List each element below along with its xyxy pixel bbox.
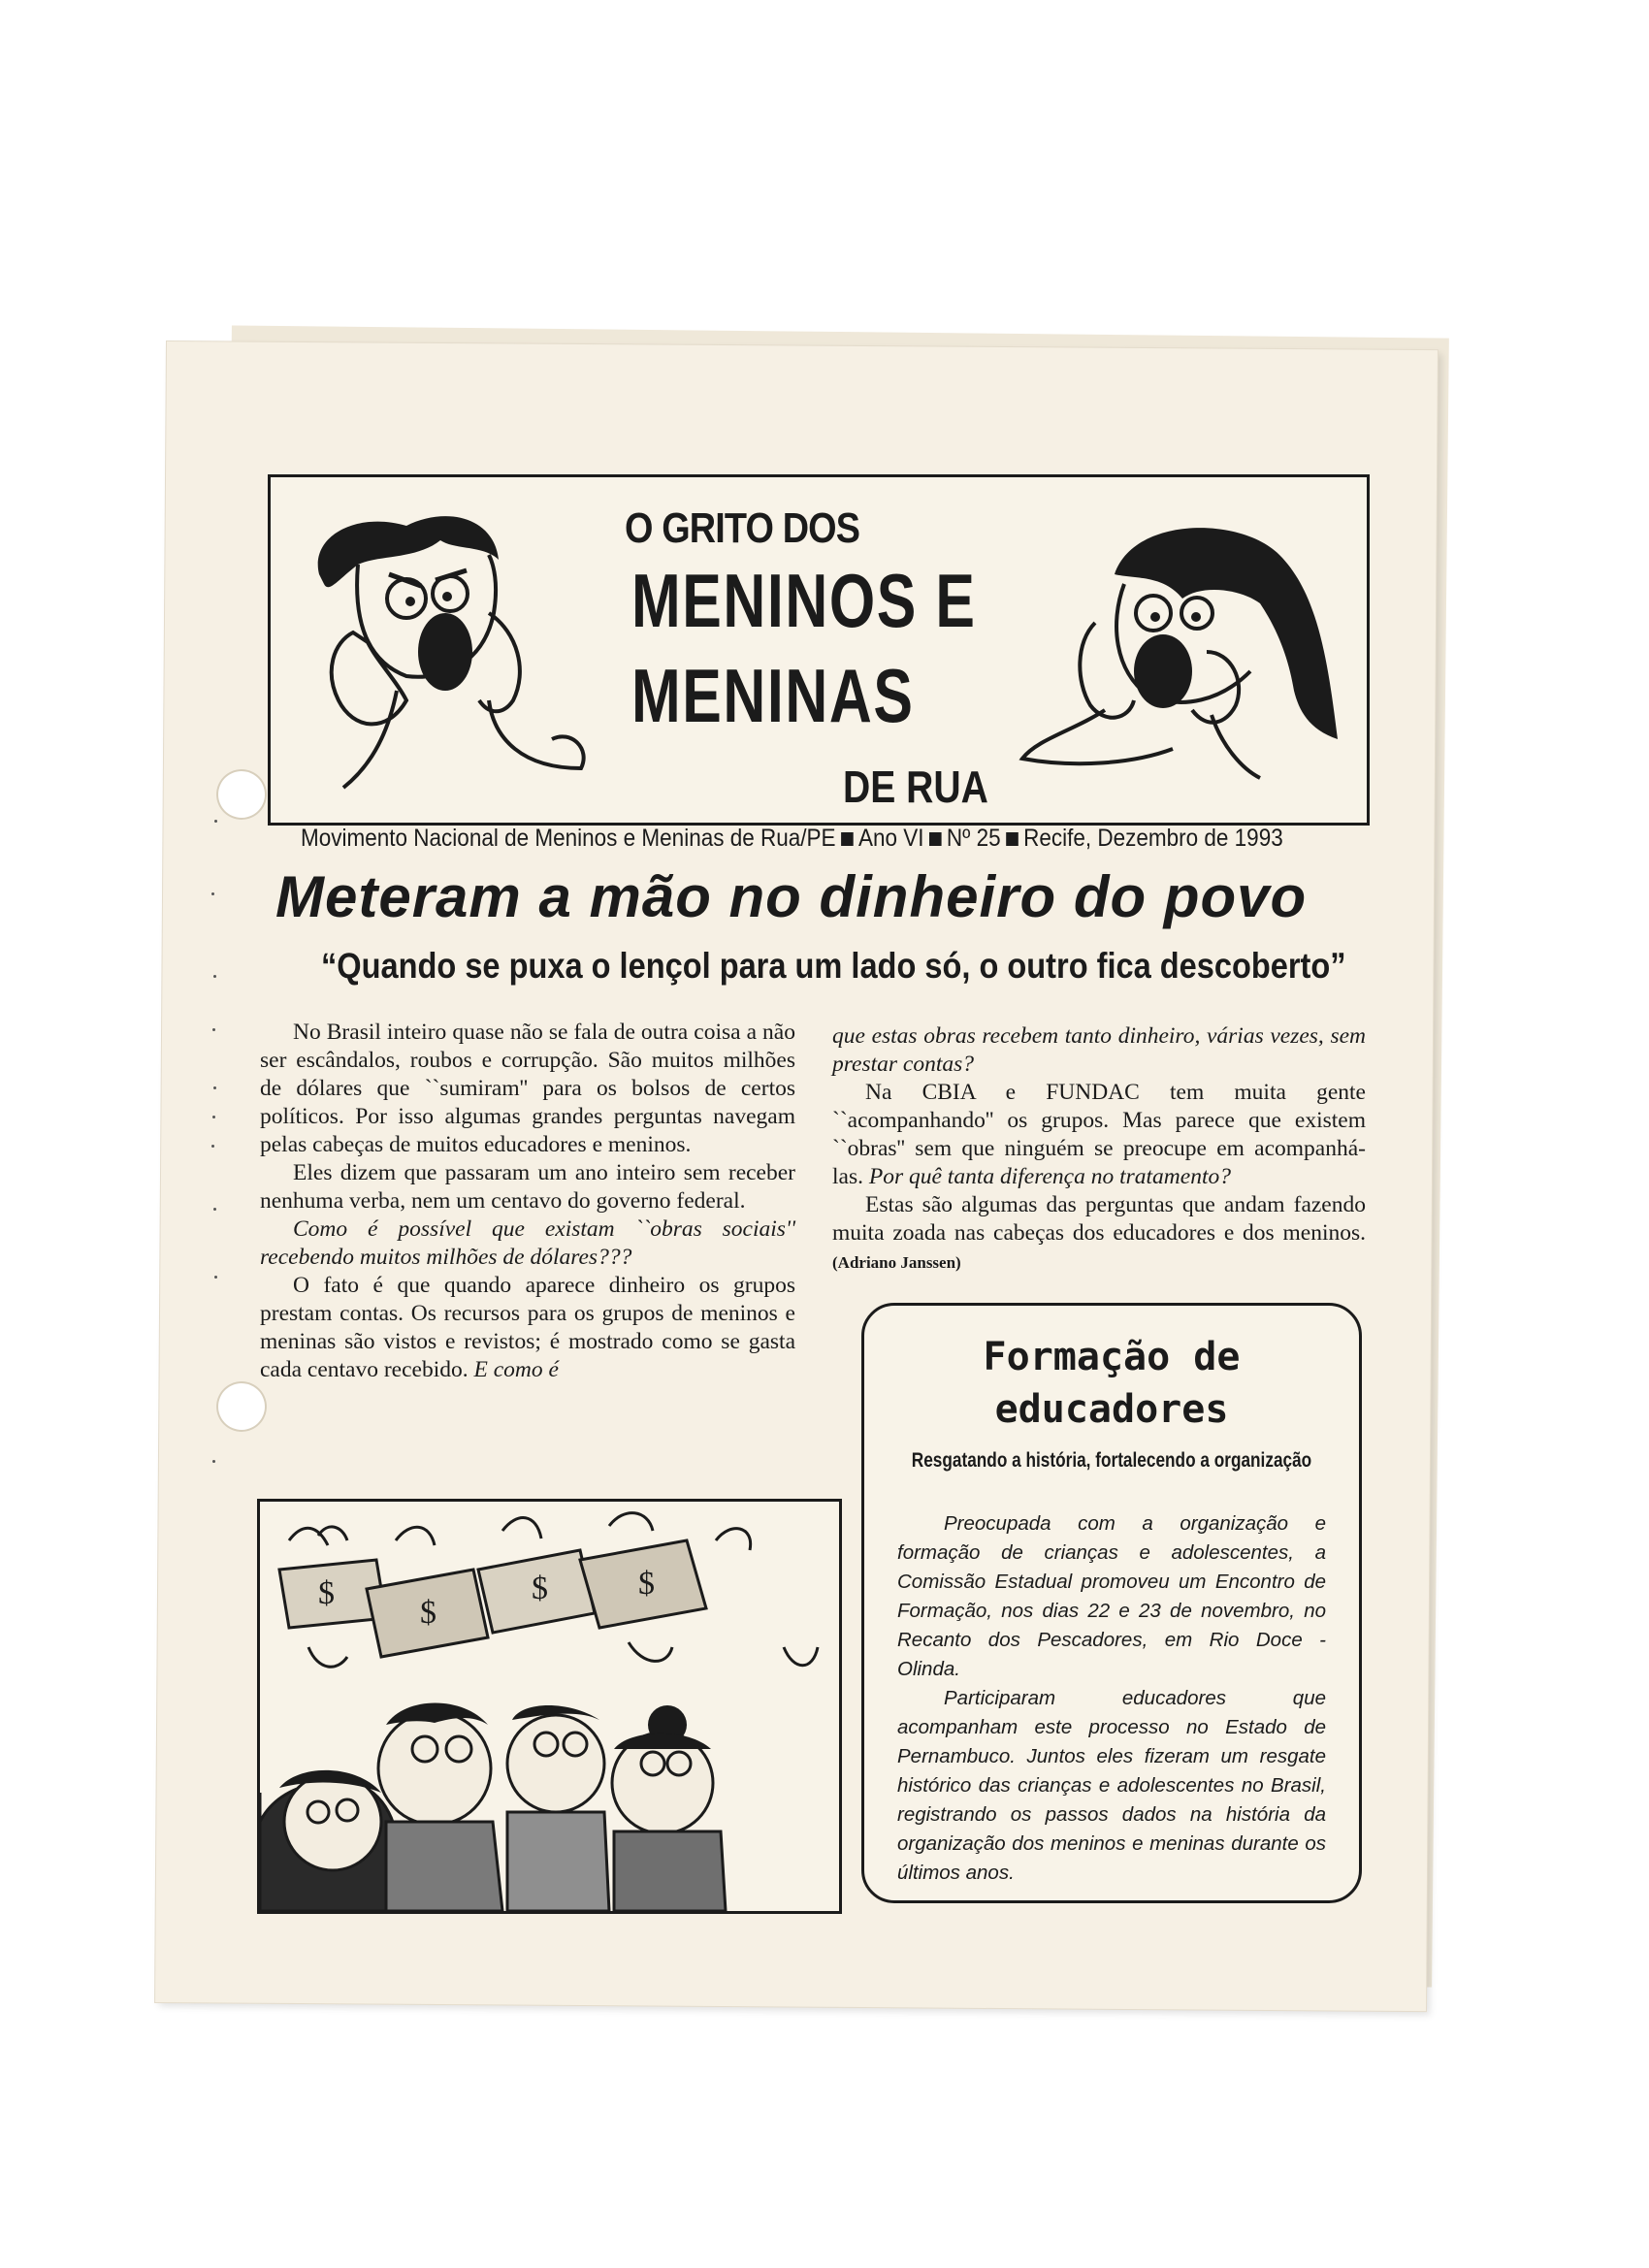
shouting-boy-icon: [300, 506, 591, 807]
issue-org: Movimento Nacional de Meninos e Meninas de Rua/PE: [301, 825, 836, 852]
issue-info: [301, 825, 1283, 853]
sidebar-box: [861, 1303, 1362, 1903]
article-paragraph: Na CBIA e FUNDAC tem muita gente ``acompanhando'' os grupos. Mas parece que existem ``obras'' sem que ninguém se preocupe em acompanhá-las. Por quê tanta diferença no tratamento?: [832, 1080, 1366, 1189]
main-headline: Meteram a mão no dinheiro do povo: [275, 864, 1308, 929]
masthead-title-line1: O GRITO DOS: [625, 504, 860, 552]
article-paragraph: Eles dizem que passaram um ano inteiro sem receber nenhuma verba, nem um centavo do governo federal.: [260, 1160, 795, 1214]
svg-text:$: $: [638, 1566, 655, 1602]
sub-headline: “Quando se puxa o lençol para um lado só, o outro fica descoberto”: [321, 946, 1346, 986]
masthead-title-line4: DE RUA: [843, 761, 988, 812]
issue-year: Ano VI: [857, 825, 924, 852]
separator-square-icon: [929, 832, 942, 846]
sidebar-paragraph: Preocupada com a organização e formação de crianças e adolescentes, a Comissão Estadual promoveu um Encontro de Formação, nos dias 22 e 23 de novembro, no Recanto dos Pescadores, em Rio Doce - Olinda.: [897, 1512, 1326, 1680]
punch-hole-top: [216, 769, 267, 820]
svg-text:$: $: [318, 1575, 335, 1611]
issue-number: Nº 25: [946, 825, 1001, 852]
separator-square-icon: [1006, 832, 1018, 846]
masthead: [268, 474, 1370, 826]
shouting-girl-icon: [1018, 516, 1357, 807]
masthead-title-line2: MENINOS E: [631, 558, 977, 643]
article-italic-question: Por quê tanta diferença no tratamento?: [868, 1164, 1231, 1189]
article-paragraph: Como é possível que existam ``obras sociais'' recebendo muitos milhões de dólares???: [260, 1216, 795, 1270]
article-left-column: [260, 1019, 795, 1384]
separator-square-icon: [841, 832, 854, 846]
article-paragraph: No Brasil inteiro quase não se fala de outra coisa a não ser escândalos, roubos e corrupção. São muitos milhões de dólares que ``sumiram'' para os bolsos de certos políticos. Por isso algumas grandes perguntas navegam pelas cabeças de muitos educadores e meninos.: [260, 1020, 795, 1157]
article-right-column: [832, 1022, 1366, 1277]
article-paragraph: Estas são algumas das perguntas que andam fazendo muita zoada nas cabeças dos educadores e dos meninos. (Adriano Janssen): [832, 1192, 1366, 1272]
svg-text:$: $: [532, 1571, 548, 1606]
article-italic-tail: E como é: [473, 1357, 559, 1382]
article-paragraph: que estas obras recebem tanto dinheiro, várias vezes, sem prestar contas?: [832, 1023, 1366, 1077]
article-author: (Adriano Janssen): [832, 1253, 961, 1272]
sidebar-title: Formação de educadores: [983, 1335, 1241, 1432]
masthead-title-line3: MENINAS: [631, 653, 915, 738]
svg-text:$: $: [420, 1595, 436, 1631]
punch-hole-bottom: [216, 1381, 267, 1432]
flying-money-children-illustration: [257, 1499, 842, 1914]
sidebar-body: [897, 1509, 1326, 1888]
sidebar-paragraph: Participaram educadores que acompanham este processo no Estado de Pernambuco. Juntos eles fizeram um resgate histórico das crianças e adolescentes no Brasil, registrando os passos dados na história da organização dos meninos e meninas durante os últimos anos.: [897, 1687, 1326, 1884]
article-paragraph: O fato é que quando aparece dinheiro os grupos prestam contas. Os recursos para os grupos de meninos e meninas são vistos e revistos; é mostrado como se gasta cada centavo recebido. E como é: [260, 1273, 795, 1382]
sidebar-subtitle: Resgatando a história, fortalecendo a organização: [911, 1449, 1312, 1472]
issue-place-date: Recife, Dezembro de 1993: [1023, 825, 1283, 852]
